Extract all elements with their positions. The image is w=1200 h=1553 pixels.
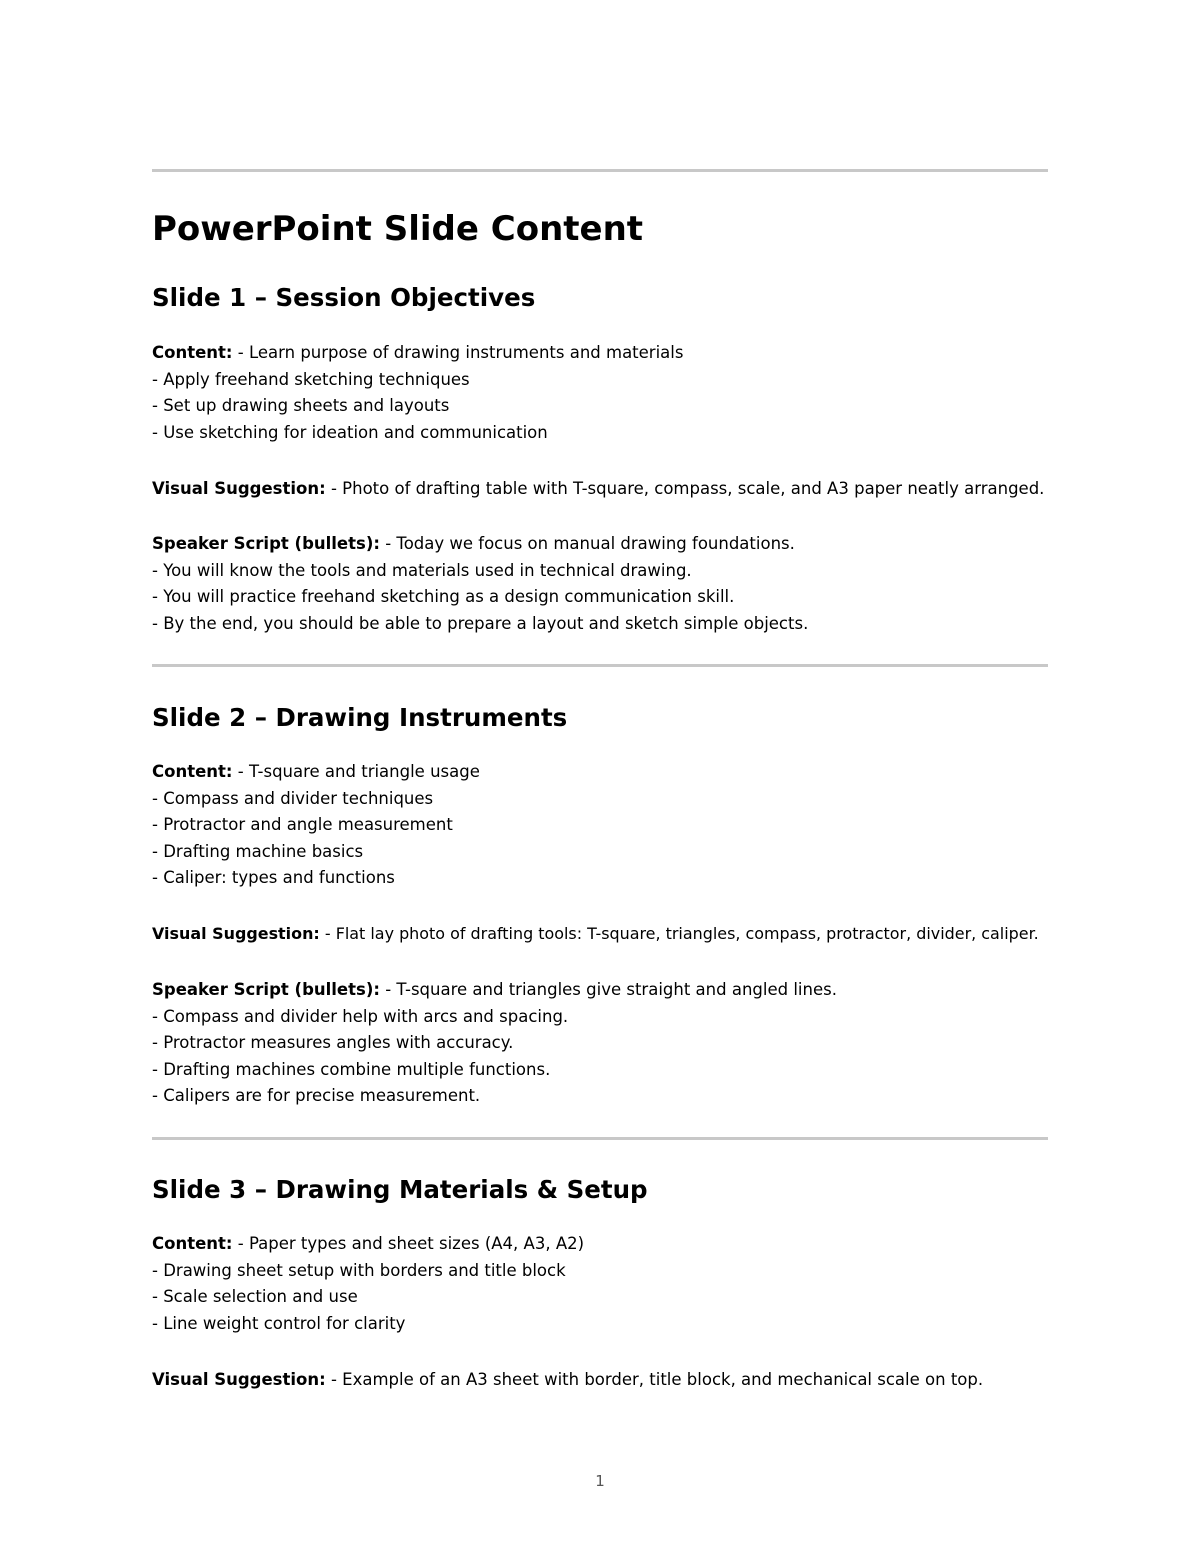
visual-label: Visual Suggestion:	[152, 1370, 326, 1389]
list-item: - Protractor and angle measurement	[152, 815, 453, 835]
script-text: - Today we focus on manual drawing foundations.	[379, 534, 795, 553]
list-item	[152, 759, 1048, 786]
list-item: - By the end, you should be able to prepare a layout and sketch simple objects.	[152, 613, 809, 633]
slide-title: Slide 2 – Drawing Instruments	[152, 703, 568, 732]
slide-title: Slide 3 – Drawing Materials & Setup	[152, 1175, 648, 1204]
list-item: - Compass and divider techniques	[152, 788, 434, 808]
list-item: - Compass and divider help with arcs and spacing.	[152, 1006, 569, 1026]
document-page	[152, 0, 1048, 1553]
content-text: - Learn purpose of drawing instruments and materials	[232, 343, 684, 362]
script-label: Speaker Script (bullets):	[152, 534, 380, 553]
visual-suggestion	[152, 921, 1048, 948]
visual-label: Visual Suggestion:	[152, 924, 320, 943]
list-item: - Calipers are for precise measurement.	[152, 1086, 481, 1106]
visual-text: - Flat lay photo of drafting tools: T-square, triangles, compass, protractor, divider, caliper.	[319, 924, 1039, 943]
list-item	[152, 977, 1048, 1004]
list-item	[152, 1231, 1048, 1258]
list-item: - Caliper: types and functions	[152, 868, 395, 888]
speaker-script	[152, 531, 1048, 637]
horizontal-rule	[152, 1137, 1048, 1140]
content-label: Content:	[152, 1234, 233, 1253]
list-item	[152, 531, 1048, 558]
list-item: - You will know the tools and materials used in technical drawing.	[152, 560, 692, 580]
script-text: - T-square and triangles give straight and angled lines.	[379, 980, 837, 999]
visual-suggestion	[152, 476, 1048, 503]
slide-title: Slide 1 – Session Objectives	[152, 283, 536, 312]
document-title: PowerPoint Slide Content	[152, 209, 644, 249]
content-text: - Paper types and sheet sizes (A4, A3, A2)	[232, 1234, 585, 1253]
list-item: - Drafting machines combine multiple functions.	[152, 1059, 551, 1079]
list-item: - Set up drawing sheets and layouts	[152, 396, 450, 416]
list-item: - Drawing sheet setup with borders and title block	[152, 1260, 566, 1280]
content-label: Content:	[152, 343, 233, 362]
visual-suggestion	[152, 1367, 1048, 1394]
list-item: - Apply freehand sketching techniques	[152, 369, 470, 389]
list-item: - Protractor measures angles with accuracy.	[152, 1033, 514, 1053]
list-item: - Scale selection and use	[152, 1287, 358, 1307]
speaker-script	[152, 977, 1048, 1110]
list-item: - You will practice freehand sketching as a design communication skill.	[152, 587, 735, 607]
list-item	[152, 1367, 1048, 1394]
horizontal-rule	[152, 169, 1048, 172]
list-item: - Use sketching for ideation and communication	[152, 422, 548, 442]
script-label: Speaker Script (bullets):	[152, 980, 380, 999]
list-item: - Drafting machine basics	[152, 841, 364, 861]
visual-text: - Example of an A3 sheet with border, title block, and mechanical scale on top.	[325, 1370, 984, 1389]
list-item: - Line weight control for clarity	[152, 1313, 406, 1333]
content-text: - T-square and triangle usage	[232, 762, 480, 781]
content-list	[152, 1231, 1048, 1337]
content-label: Content:	[152, 762, 233, 781]
page-number: 1	[595, 1472, 605, 1490]
list-item	[152, 340, 1048, 367]
list-item	[152, 921, 1048, 948]
content-list	[152, 759, 1048, 892]
horizontal-rule	[152, 664, 1048, 667]
list-item	[152, 476, 1048, 503]
content-list	[152, 340, 1048, 446]
visual-label: Visual Suggestion:	[152, 479, 326, 498]
visual-text: - Photo of drafting table with T-square, compass, scale, and A3 paper neatly arranged.	[325, 479, 1045, 498]
